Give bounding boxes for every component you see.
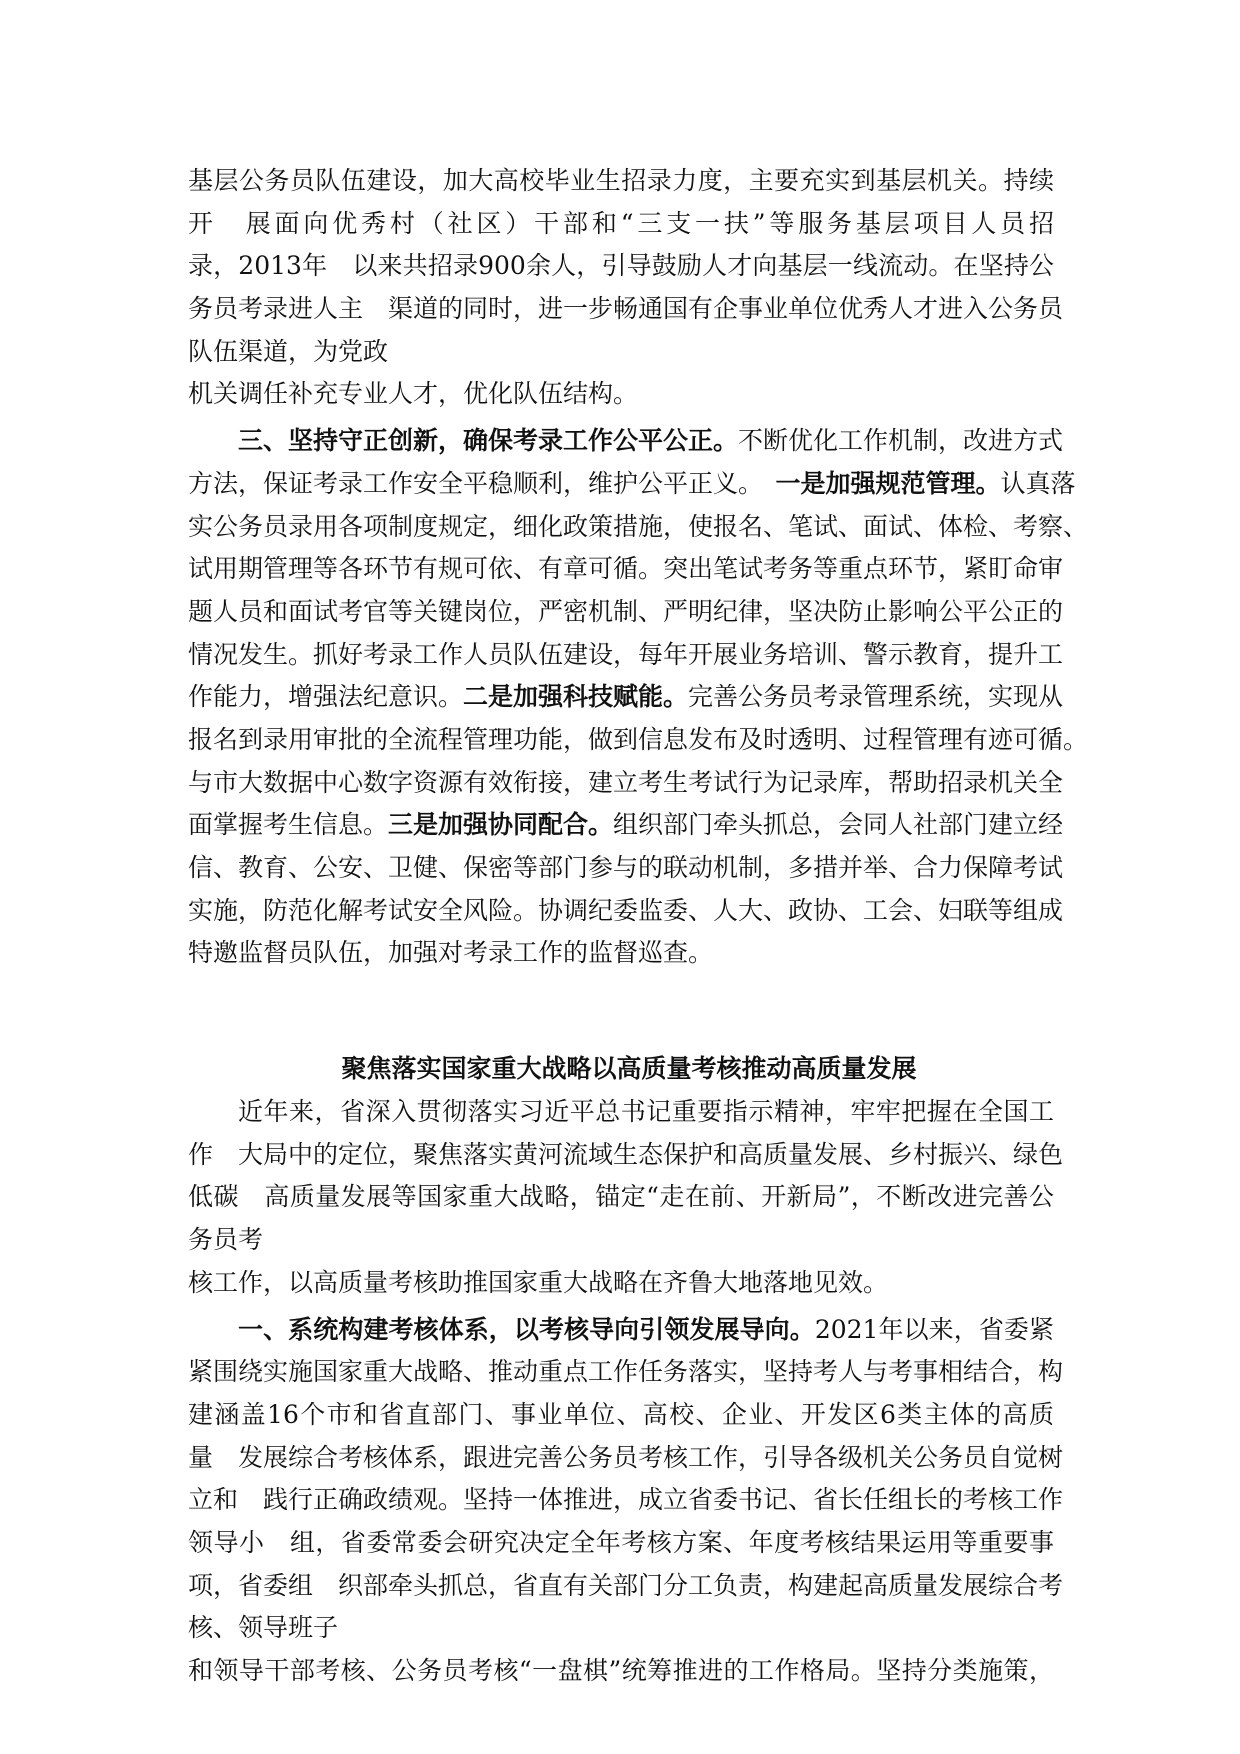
text-line: 务员考录进人主 渠道的同时，进一步畅通国有企事业单位优秀人才进入公务员 (188, 294, 1064, 324)
text-run: 认真落 (1000, 468, 1076, 498)
article-title: 聚焦落实国家重大战略以高质量考核推动高质量发展 (341, 1054, 917, 1084)
text-line (188, 676, 1064, 719)
text-line: 与市大数据中心数字资源有效衔接，建立考生考试行为记录库，帮助招录机关全 (188, 767, 1064, 797)
text-line (188, 804, 1064, 847)
text-run: 面掌握考生信息。 (188, 810, 389, 840)
document-page (188, 160, 1089, 1693)
paragraph-introduction (188, 1091, 1064, 1304)
text-run: 2021年以来，省委紧 (814, 1314, 1054, 1344)
text-line (188, 463, 1076, 506)
section-heading-1: 一、系统构建考核体系，以考核导向引领发展导向。 (238, 1314, 815, 1344)
text-line: 作 大局中的定位，聚焦落实黄河流域生态保护和高质量发展、乡村振兴、绿色 (188, 1139, 1064, 1169)
point-heading-1: 一是加强规范管理。 (775, 468, 1001, 498)
text-run: 作能力，增强法纪意识。 (188, 682, 464, 712)
text-line: 情况发生。抓好考录工作人员队伍建设，每年开展业务培训、警示教育，提升工 (188, 639, 1064, 669)
text-line: 紧围绕实施国家重大战略、推动重点工作任务落实，坚持考人与考事相结合，构 (188, 1357, 1064, 1387)
point-heading-3: 三是加强协同配合。 (388, 810, 614, 840)
text-line: 建涵盖16个市和省直部门、事业单位、高校、企业、开发区6类主体的高质 (188, 1399, 1054, 1429)
text-line: 立和 践行正确政绩观。坚持一体推进，成立省委书记、省长任组长的考核工作 (188, 1485, 1064, 1515)
text-line: 项，省委组 织部牵头抓总，省直有关部门分工负责，构建起高质量发展综合考 (188, 1570, 1064, 1600)
text-line: 核、领导班子 (188, 1613, 339, 1643)
text-line: 领导小 组，省委常委会研究决定全年考核方案、年度考核结果运用等重要事 (188, 1527, 1054, 1557)
point-heading-2: 二是加强科技赋能。 (463, 682, 689, 712)
text-line: 量 发展综合考核体系，跟进完善公务员考核工作，引导各级机关公务员自觉树 (188, 1442, 1064, 1472)
paragraph-fairness (188, 420, 1089, 975)
text-line: 开 展面向优秀村（社区）干部和“三支一扶”等服务基层项目人员招 (188, 208, 1054, 238)
text-line: 和领导干部考核、公务员考核“一盘棋”统筹推进的工作格局。坚持分类施策， (188, 1656, 1054, 1685)
text-line: 题人员和面试考官等关键岗位，严密机制、严明纪律，坚决防止影响公平公正的 (188, 596, 1064, 626)
text-line: 低碳 高质量发展等国家重大战略，锚定“走在前、开新局”，不断改进完善公 (188, 1182, 1054, 1212)
section-heading-3: 三、坚持守正创新，确保考录工作公平公正。 (238, 426, 739, 456)
text-line: 信、教育、公安、卫健、保密等部门参与的联动机制，多措并举、合力保障考试 (188, 853, 1064, 882)
text-line: 基层公务员队伍建设，加大高校毕业生招录力度，主要充实到基层机关。持续 (188, 166, 1054, 195)
paragraph-recruitment-grassroots (188, 160, 1064, 416)
text-line: 务员考 (188, 1225, 264, 1255)
text-run: 完善公务员考录管理系统，实现从 (688, 682, 1064, 712)
text-line: 核工作，以高质量考核助推国家重大战略在齐鲁大地落地见效。 (188, 1267, 889, 1297)
text-line: 试用期管理等各环节有规可依、有章可循。突出笔试考务等重点环节，紧盯命审 (188, 554, 1064, 584)
text-line: 特邀监督员队伍，加强对考录工作的监督巡查。 (188, 938, 714, 968)
text-line: 报名到录用审批的全流程管理功能，做到信息发布及时透明、过程管理有迹可循。 (188, 724, 1089, 754)
text-run: 组织部门牵头抓总，会同人社部门建立经 (613, 810, 1064, 840)
text-line: 实施，防范化解考试安全风险。协调纪委监委、人大、政协、工会、妇联等组成 (188, 895, 1064, 925)
text-run: 不断优化工作机制，改进方式 (738, 426, 1064, 456)
paragraph-assessment-system (188, 1309, 1064, 1693)
text-line (188, 1309, 1054, 1352)
text-line (188, 420, 1064, 463)
text-run: 方法，保证考录工作安全平稳顺利，维护公平正义。 (188, 468, 776, 498)
text-line: 实公务员录用各项制度规定，细化政策措施，使报名、笔试、面试、体检、考察、 (188, 511, 1089, 541)
text-line: 录，2013年 以来共招录900余人，引导鼓励人才向基层一线流动。在坚持公 (188, 251, 1054, 281)
text-line: 近年来，省深入贯彻落实习近平总书记重要指示精神，牢牢把握在全国工 (238, 1097, 1054, 1127)
text-line: 机关调任补充专业人才，优化队伍结构。 (188, 379, 639, 409)
text-line: 队伍渠道，为党政 (188, 336, 389, 366)
